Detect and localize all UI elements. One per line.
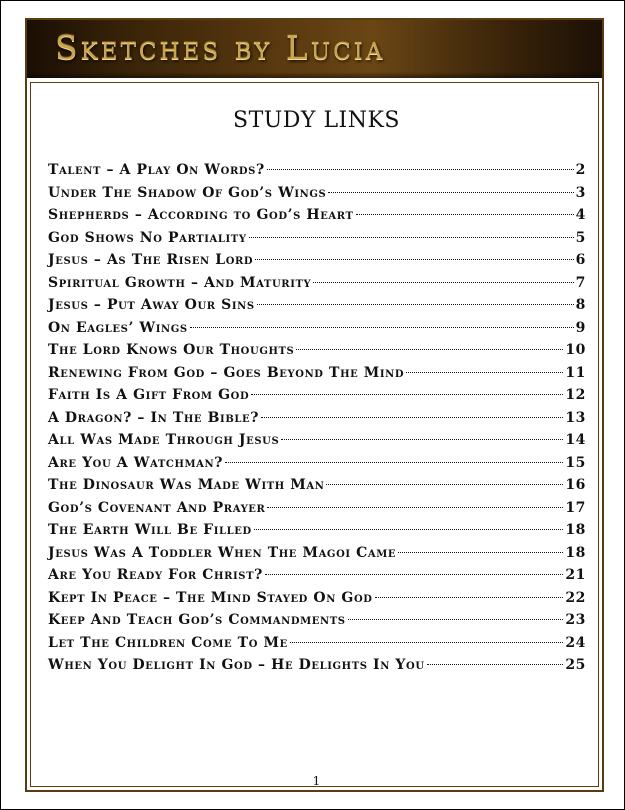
toc-entry-title[interactable]: Under The Shadow Of God’s Wings [48,184,327,201]
toc-entry-title[interactable]: When You Delight In God – He Delights In You [48,657,425,673]
toc-entry-page[interactable]: 18 [565,544,586,561]
toc-entry-title[interactable]: God Shows No Partiality [48,229,247,246]
toc-entry[interactable] [48,185,586,208]
toc-entry-page[interactable]: 21 [565,567,586,583]
toc-dot-leader [328,192,573,193]
toc-entry-page[interactable]: 23 [565,612,586,628]
toc-dot-leader [281,439,563,440]
toc-dot-leader [296,349,563,350]
toc-dot-leader [427,664,564,665]
toc-entry-page[interactable]: 11 [565,364,586,381]
toc-entry-page[interactable]: 8 [575,297,586,313]
toc-dot-leader [251,394,563,395]
toc-entry[interactable] [48,297,586,320]
toc-entry-title[interactable]: Talent – A Play On Words? [48,162,265,178]
toc-entry[interactable] [48,590,586,613]
toc-entry-page[interactable]: 15 [565,454,586,471]
toc-entry-title[interactable]: Are You A Watchman? [48,454,224,471]
toc-entry-page[interactable]: 7 [575,274,586,291]
toc-entry-page[interactable]: 22 [565,589,586,606]
toc-entry-title[interactable]: Are You Ready For Christ? [48,567,263,583]
toc-entry-title[interactable]: Let The Children Come To Me [48,634,288,651]
toc-entry[interactable] [48,455,586,478]
toc-entry[interactable] [48,207,586,230]
toc-entry[interactable] [48,252,586,275]
toc-entry-title[interactable]: Faith Is A Gift From God [48,387,250,403]
toc-dot-leader [255,259,573,260]
toc-dot-leader [254,529,564,530]
toc-entry[interactable] [48,275,586,298]
toc-entry-page[interactable]: 18 [565,522,586,538]
toc-dot-leader [313,282,573,283]
toc-entry-page[interactable]: 13 [565,409,586,426]
toc-entry-page[interactable]: 25 [565,657,586,673]
toc-entry-title[interactable]: A Dragon? – In The Bible? [48,409,260,426]
toc-entry-page[interactable]: 14 [565,432,586,448]
toc-dot-leader [261,417,563,418]
toc-dot-leader [249,237,574,238]
document-page [25,18,604,792]
toc-entry-title[interactable]: God’s Covenant And Prayer [48,499,266,516]
toc-entry[interactable] [48,162,586,185]
toc-entry-page[interactable]: 10 [565,342,586,358]
toc-entry[interactable] [48,410,586,433]
toc-entry-title[interactable]: Jesus Was A Toddler When The Magoi Came [48,544,397,561]
toc-entry[interactable] [48,342,586,365]
header-banner [27,20,602,78]
toc-entry-title[interactable]: Keep And Teach God’s Commandments [48,612,346,628]
toc-entry[interactable] [48,500,586,523]
toc-entry-title[interactable]: Jesus – Put Away Our Sins [48,297,255,313]
toc-entry[interactable] [48,612,586,635]
toc-entry-page[interactable]: 16 [565,477,586,493]
toc-dot-leader [267,507,563,508]
toc-entry-page[interactable]: 5 [575,229,586,246]
table-of-contents [48,162,586,680]
toc-entry-page[interactable]: 9 [575,319,586,336]
toc-dot-leader [265,574,563,575]
toc-entry-title[interactable]: Shepherds – According to God’s Heart [48,207,354,223]
toc-entry[interactable] [48,387,586,410]
toc-entry-page[interactable]: 24 [565,634,586,651]
toc-entry[interactable] [48,635,586,658]
toc-entry-title[interactable]: Spiritual Growth – And Maturity [48,274,312,291]
toc-entry-title[interactable]: On Eagles’ Wings [48,319,188,336]
toc-entry[interactable] [48,477,586,500]
toc-dot-leader [348,619,564,620]
toc-dot-leader [290,642,564,643]
toc-entry[interactable] [48,432,586,455]
toc-entry[interactable] [48,320,586,343]
toc-dot-leader [190,327,574,328]
toc-entry-page[interactable]: 17 [565,499,586,516]
toc-entry-title[interactable]: The Lord Knows Our Thoughts [48,342,295,358]
toc-entry-title[interactable]: All Was Made Through Jesus [48,432,280,448]
toc-dot-leader [326,484,563,485]
toc-entry-title[interactable]: The Earth Will Be Filled [48,522,252,538]
toc-entry-page[interactable]: 6 [575,252,586,268]
toc-entry-page[interactable]: 12 [565,387,586,403]
page-number: 1 [312,774,321,788]
toc-dot-leader [267,169,574,170]
toc-entry[interactable] [48,567,586,590]
toc-dot-leader [225,462,563,463]
toc-entry[interactable] [48,522,586,545]
banner-title: Sketches by Lucia [55,28,386,67]
toc-dot-leader [356,214,574,215]
toc-entry[interactable] [48,545,586,568]
toc-entry-title[interactable]: Kept In Peace – The Mind Stayed On God [48,589,373,606]
toc-dot-leader [406,372,563,373]
toc-entry-title[interactable]: Renewing From God – Goes Beyond The Mind [48,364,405,381]
toc-entry[interactable] [48,365,586,388]
toc-entry-title[interactable]: The Dinosaur Was Made With Man [48,477,325,493]
toc-dot-leader [398,552,563,553]
toc-entry[interactable] [48,230,586,253]
toc-entry-title[interactable]: Jesus – As The Risen Lord [48,252,254,268]
toc-dot-leader [257,304,574,305]
toc-entry-page[interactable]: 3 [575,184,586,201]
toc-entry-page[interactable]: 4 [575,207,586,223]
page-title: STUDY LINKS [233,108,400,133]
toc-entry[interactable] [48,657,586,680]
toc-entry-page[interactable]: 2 [575,162,586,178]
toc-dot-leader [375,597,564,598]
